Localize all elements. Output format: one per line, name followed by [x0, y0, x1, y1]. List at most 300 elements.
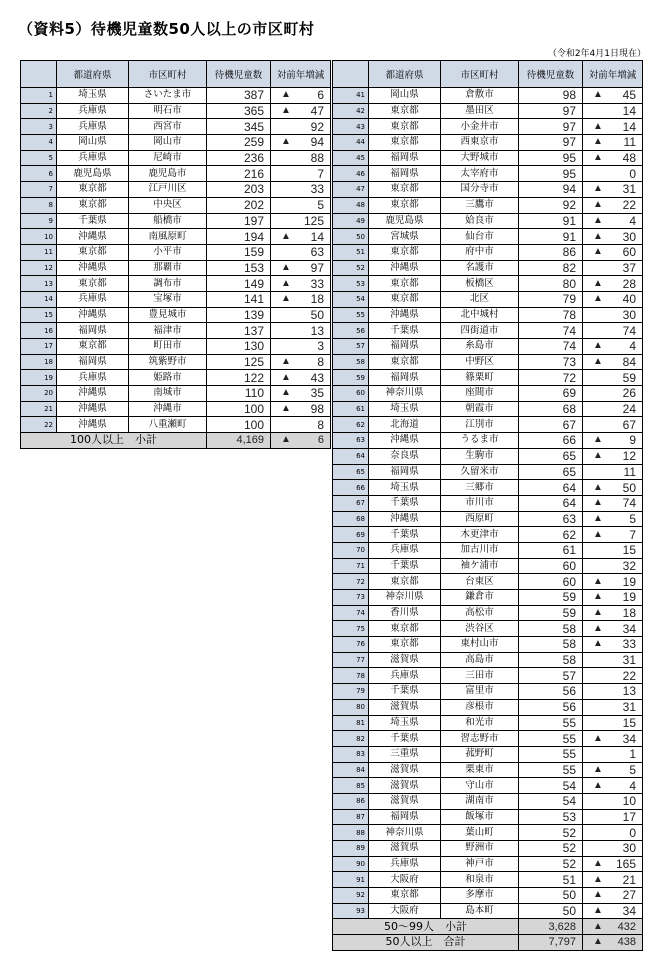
yoy-change-cell	[583, 778, 643, 794]
yoy-change-cell	[583, 746, 643, 762]
decrease-triangle-icon	[583, 826, 593, 840]
change-value: 3	[317, 339, 324, 354]
row-index: 69	[333, 527, 369, 543]
row-index: 62	[333, 417, 369, 433]
row-index: 50	[333, 229, 369, 245]
table-row	[333, 511, 643, 527]
change-value: 84	[622, 355, 636, 370]
waiting-count-cell: 91	[519, 229, 583, 245]
decrease-triangle-icon: ▲	[593, 356, 603, 368]
change-value: 13	[622, 684, 636, 699]
municipality-cell: 宝塚市	[129, 291, 207, 307]
change-value: 43	[310, 370, 324, 385]
change-value: 14	[310, 229, 324, 244]
change-value: 7	[317, 166, 324, 181]
change-value: 12	[622, 449, 636, 464]
prefecture-cell: 埼玉県	[57, 88, 129, 104]
decrease-triangle-icon: ▲	[281, 403, 291, 415]
change-value: 8	[317, 417, 324, 432]
change-value: 6	[317, 434, 324, 447]
row-index: 2	[21, 103, 57, 119]
decrease-triangle-icon: ▲	[593, 905, 603, 917]
decrease-triangle-icon: ▲	[593, 277, 603, 289]
subtotal-label: 50人以上 合計	[333, 935, 519, 951]
yoy-change-cell	[583, 495, 643, 511]
table-row	[333, 370, 643, 386]
change-value: 5	[629, 511, 636, 526]
change-value: 31	[622, 182, 636, 197]
waiting-count-cell: 67	[519, 417, 583, 433]
change-value: 6	[317, 88, 324, 103]
decrease-triangle-icon	[583, 386, 593, 400]
subtotal-change	[583, 935, 643, 951]
row-index: 61	[333, 401, 369, 417]
row-index: 6	[21, 166, 57, 182]
yoy-change-cell	[271, 370, 331, 386]
waiting-children-table-left	[20, 60, 331, 449]
municipality-cell: 名護市	[441, 260, 519, 276]
municipality-cell: 野洲市	[441, 841, 519, 857]
municipality-cell: 東村山市	[441, 637, 519, 653]
change-value: 19	[622, 574, 636, 589]
row-index: 83	[333, 746, 369, 762]
municipality-cell: 中野区	[441, 354, 519, 370]
header-yoy-change: 対前年増減	[583, 61, 643, 88]
waiting-count-cell: 55	[519, 762, 583, 778]
decrease-triangle-icon	[583, 167, 593, 181]
decrease-triangle-icon: ▲	[593, 199, 603, 211]
row-index: 55	[333, 307, 369, 323]
yoy-change-cell	[583, 166, 643, 182]
municipality-cell: 那覇市	[129, 260, 207, 276]
yoy-change-cell	[271, 276, 331, 292]
municipality-cell: 筑紫野市	[129, 354, 207, 370]
table-row	[333, 637, 643, 653]
decrease-triangle-icon	[583, 104, 593, 118]
decrease-triangle-icon: ▲	[593, 779, 603, 791]
table-row	[333, 244, 643, 260]
municipality-cell: 三田市	[441, 668, 519, 684]
table-row	[333, 558, 643, 574]
decrease-triangle-icon: ▲	[593, 214, 603, 226]
waiting-count-cell: 82	[519, 260, 583, 276]
prefecture-cell: 東京都	[369, 119, 441, 135]
row-index: 87	[333, 809, 369, 825]
row-index: 43	[333, 119, 369, 135]
prefecture-cell: 東京都	[57, 182, 129, 198]
table-row	[333, 135, 643, 151]
municipality-cell: 尼崎市	[129, 150, 207, 166]
row-index: 60	[333, 386, 369, 402]
yoy-change-cell	[583, 323, 643, 339]
row-index: 13	[21, 276, 57, 292]
prefecture-cell: 東京都	[369, 888, 441, 904]
row-index: 22	[21, 417, 57, 433]
waiting-count-cell: 236	[207, 150, 271, 166]
row-index: 75	[333, 621, 369, 637]
row-index: 48	[333, 197, 369, 213]
decrease-triangle-icon	[583, 418, 593, 432]
municipality-cell: 江別市	[441, 417, 519, 433]
subtotal-row	[21, 433, 331, 449]
yoy-change-cell	[583, 433, 643, 449]
waiting-count-cell: 97	[519, 103, 583, 119]
prefecture-cell: 千葉県	[369, 527, 441, 543]
change-value: 14	[622, 119, 636, 134]
table-row	[333, 652, 643, 668]
yoy-change-cell	[583, 872, 643, 888]
municipality-cell: 篠栗町	[441, 370, 519, 386]
change-value: 31	[622, 653, 636, 668]
decrease-triangle-icon: ▲	[593, 512, 603, 524]
yoy-change-cell	[271, 307, 331, 323]
table-row	[333, 182, 643, 198]
table-row	[21, 386, 331, 402]
subtotal-count: 4,169	[207, 433, 271, 449]
yoy-change-cell	[271, 197, 331, 213]
waiting-count-cell: 73	[519, 354, 583, 370]
decrease-triangle-icon	[583, 308, 593, 322]
prefecture-cell: 兵庫県	[369, 668, 441, 684]
table-row	[21, 229, 331, 245]
decrease-triangle-icon: ▲	[593, 638, 603, 650]
municipality-cell: 国分寺市	[441, 182, 519, 198]
row-index: 8	[21, 197, 57, 213]
municipality-cell: 守山市	[441, 778, 519, 794]
yoy-change-cell	[583, 291, 643, 307]
prefecture-cell: 東京都	[369, 197, 441, 213]
decrease-triangle-icon: ▲	[593, 497, 603, 509]
yoy-change-cell	[583, 386, 643, 402]
yoy-change-cell	[583, 762, 643, 778]
waiting-count-cell: 97	[519, 135, 583, 151]
change-value: 21	[622, 872, 636, 887]
decrease-triangle-icon: ▲	[593, 873, 603, 885]
waiting-count-cell: 122	[207, 370, 271, 386]
change-value: 0	[629, 166, 636, 181]
municipality-cell: 三鷹市	[441, 197, 519, 213]
row-index: 44	[333, 135, 369, 151]
row-index: 79	[333, 684, 369, 700]
municipality-cell: 姶良市	[441, 213, 519, 229]
yoy-change-cell	[583, 119, 643, 135]
subtotal-label: 100人以上 小計	[21, 433, 207, 449]
yoy-change-cell	[583, 590, 643, 606]
yoy-change-cell	[271, 135, 331, 151]
prefecture-cell: 福岡県	[369, 464, 441, 480]
change-value: 165	[615, 857, 636, 872]
yoy-change-cell	[271, 103, 331, 119]
row-index: 57	[333, 339, 369, 355]
prefecture-cell: 大阪府	[369, 903, 441, 919]
yoy-change-cell	[583, 715, 643, 731]
waiting-count-cell: 137	[207, 323, 271, 339]
yoy-change-cell	[271, 260, 331, 276]
waiting-count-cell: 79	[519, 291, 583, 307]
change-value: 15	[622, 543, 636, 558]
yoy-change-cell	[583, 888, 643, 904]
waiting-count-cell: 54	[519, 793, 583, 809]
waiting-count-cell: 95	[519, 166, 583, 182]
header-municipality: 市区町村	[441, 61, 519, 88]
table-row	[333, 825, 643, 841]
prefecture-cell: 兵庫県	[369, 542, 441, 558]
decrease-triangle-icon: ▲	[593, 889, 603, 901]
decrease-triangle-icon: ▲	[281, 136, 291, 148]
decrease-triangle-icon: ▲	[593, 450, 603, 462]
row-index: 7	[21, 182, 57, 198]
row-index: 15	[21, 307, 57, 323]
prefecture-cell: 兵庫県	[369, 856, 441, 872]
decrease-triangle-icon	[271, 324, 281, 338]
municipality-cell: 葉山町	[441, 825, 519, 841]
yoy-change-cell	[271, 339, 331, 355]
prefecture-cell: 兵庫県	[57, 103, 129, 119]
decrease-triangle-icon: ▲	[593, 528, 603, 540]
header-prefecture: 都道府県	[369, 61, 441, 88]
yoy-change-cell	[271, 182, 331, 198]
yoy-change-cell	[583, 652, 643, 668]
waiting-count-cell: 60	[519, 558, 583, 574]
municipality-cell: 朝霞市	[441, 401, 519, 417]
yoy-change-cell	[583, 511, 643, 527]
table-row	[21, 291, 331, 307]
row-index: 42	[333, 103, 369, 119]
prefecture-cell: 北海道	[369, 417, 441, 433]
prefecture-cell: 千葉県	[369, 323, 441, 339]
waiting-count-cell: 110	[207, 386, 271, 402]
change-value: 26	[622, 386, 636, 401]
municipality-cell: 明石市	[129, 103, 207, 119]
yoy-change-cell	[583, 307, 643, 323]
table-row	[333, 166, 643, 182]
change-value: 15	[622, 715, 636, 730]
header-yoy-change: 対前年増減	[271, 61, 331, 88]
table-row	[333, 527, 643, 543]
waiting-count-cell: 74	[519, 339, 583, 355]
change-value: 34	[622, 904, 636, 919]
prefecture-cell: 福岡県	[369, 150, 441, 166]
municipality-cell: 神戸市	[441, 856, 519, 872]
change-value: 33	[310, 276, 324, 291]
row-index: 81	[333, 715, 369, 731]
change-value: 92	[310, 119, 324, 134]
prefecture-cell: 滋賀県	[369, 762, 441, 778]
yoy-change-cell	[583, 370, 643, 386]
change-value: 17	[622, 809, 636, 824]
change-value: 59	[622, 370, 636, 385]
decrease-triangle-icon	[583, 543, 593, 557]
waiting-count-cell: 95	[519, 150, 583, 166]
decrease-triangle-icon	[583, 669, 593, 683]
table-row	[21, 166, 331, 182]
decrease-triangle-icon: ▲	[593, 763, 603, 775]
decrease-triangle-icon	[271, 214, 281, 228]
table-row	[21, 370, 331, 386]
change-value: 34	[622, 731, 636, 746]
table-row	[333, 699, 643, 715]
municipality-cell: 高島市	[441, 652, 519, 668]
prefecture-cell: 滋賀県	[369, 793, 441, 809]
waiting-count-cell: 130	[207, 339, 271, 355]
yoy-change-cell	[271, 417, 331, 433]
header-municipality: 市区町村	[129, 61, 207, 88]
waiting-count-cell: 194	[207, 229, 271, 245]
yoy-change-cell	[583, 88, 643, 104]
waiting-count-cell: 86	[519, 244, 583, 260]
prefecture-cell: 東京都	[369, 637, 441, 653]
decrease-triangle-icon: ▲	[281, 387, 291, 399]
prefecture-cell: 滋賀県	[369, 841, 441, 857]
municipality-cell: 江戸川区	[129, 182, 207, 198]
decrease-triangle-icon: ▲	[593, 183, 603, 195]
table-row	[333, 793, 643, 809]
table-row	[333, 746, 643, 762]
municipality-cell: 台東区	[441, 574, 519, 590]
waiting-count-cell: 125	[207, 354, 271, 370]
prefecture-cell: 沖縄県	[369, 260, 441, 276]
prefecture-cell: 岡山県	[57, 135, 129, 151]
row-index: 9	[21, 213, 57, 229]
waiting-count-cell: 62	[519, 527, 583, 543]
decrease-triangle-icon: ▲	[593, 591, 603, 603]
prefecture-cell: 千葉県	[369, 495, 441, 511]
row-index: 80	[333, 699, 369, 715]
decrease-triangle-icon	[583, 559, 593, 573]
table-row	[333, 480, 643, 496]
row-index: 82	[333, 731, 369, 747]
decrease-triangle-icon: ▲	[593, 434, 603, 446]
prefecture-cell: 沖縄県	[57, 307, 129, 323]
table-row	[21, 417, 331, 433]
municipality-cell: 島本町	[441, 903, 519, 919]
row-index: 90	[333, 856, 369, 872]
prefecture-cell: 東京都	[369, 182, 441, 198]
decrease-triangle-icon	[583, 371, 593, 385]
row-index: 54	[333, 291, 369, 307]
yoy-change-cell	[583, 229, 643, 245]
header-index	[21, 61, 57, 88]
table-row	[333, 119, 643, 135]
change-value: 432	[617, 920, 636, 933]
table-row	[333, 590, 643, 606]
decrease-triangle-icon: ▲	[593, 152, 603, 164]
row-index: 4	[21, 135, 57, 151]
row-index: 71	[333, 558, 369, 574]
municipality-cell: 菰野町	[441, 746, 519, 762]
waiting-count-cell: 58	[519, 637, 583, 653]
municipality-cell: 鹿児島市	[129, 166, 207, 182]
waiting-count-cell: 52	[519, 856, 583, 872]
municipality-cell: 和泉市	[441, 872, 519, 888]
row-index: 1	[21, 88, 57, 104]
decrease-triangle-icon: ▲	[593, 575, 603, 587]
table-row	[333, 856, 643, 872]
prefecture-cell: 千葉県	[369, 684, 441, 700]
yoy-change-cell	[583, 668, 643, 684]
waiting-count-cell: 259	[207, 135, 271, 151]
change-value: 28	[622, 276, 636, 291]
decrease-triangle-icon: ▲	[593, 936, 603, 948]
decrease-triangle-icon: ▲	[281, 434, 291, 446]
prefecture-cell: 福岡県	[369, 370, 441, 386]
change-value: 13	[310, 323, 324, 338]
row-index: 73	[333, 590, 369, 606]
yoy-change-cell	[583, 448, 643, 464]
change-value: 5	[629, 762, 636, 777]
change-value: 9	[629, 433, 636, 448]
table-row	[333, 88, 643, 104]
municipality-cell: 府中市	[441, 244, 519, 260]
municipality-cell: 小平市	[129, 244, 207, 260]
municipality-cell: 湖南市	[441, 793, 519, 809]
waiting-count-cell: 91	[519, 213, 583, 229]
subtotal-row	[333, 919, 643, 935]
row-index: 76	[333, 637, 369, 653]
municipality-cell: 仙台市	[441, 229, 519, 245]
prefecture-cell: 東京都	[57, 339, 129, 355]
decrease-triangle-icon: ▲	[593, 607, 603, 619]
change-value: 32	[622, 558, 636, 573]
row-index: 64	[333, 448, 369, 464]
table-row	[21, 197, 331, 213]
table-row	[333, 213, 643, 229]
waiting-count-cell: 387	[207, 88, 271, 104]
prefecture-cell: 兵庫県	[57, 150, 129, 166]
waiting-count-cell: 197	[207, 213, 271, 229]
yoy-change-cell	[583, 401, 643, 417]
municipality-cell: 西原町	[441, 511, 519, 527]
row-index: 5	[21, 150, 57, 166]
waiting-children-table-right	[332, 60, 643, 951]
prefecture-cell: 沖縄県	[57, 417, 129, 433]
waiting-count-cell: 65	[519, 448, 583, 464]
row-index: 53	[333, 276, 369, 292]
yoy-change-cell	[271, 88, 331, 104]
row-index: 59	[333, 370, 369, 386]
change-value: 45	[622, 88, 636, 103]
table-row	[21, 150, 331, 166]
municipality-cell: 北区	[441, 291, 519, 307]
table-row	[21, 276, 331, 292]
municipality-cell: 姫路市	[129, 370, 207, 386]
row-index: 17	[21, 339, 57, 355]
change-value: 33	[310, 182, 324, 197]
yoy-change-cell	[583, 464, 643, 480]
waiting-count-cell: 58	[519, 621, 583, 637]
row-index: 12	[21, 260, 57, 276]
change-value: 22	[622, 198, 636, 213]
municipality-cell: 船橋市	[129, 213, 207, 229]
table-row	[333, 668, 643, 684]
municipality-cell: さいたま市	[129, 88, 207, 104]
change-value: 50	[622, 480, 636, 495]
row-index: 14	[21, 291, 57, 307]
yoy-change-cell	[583, 825, 643, 841]
table-row	[21, 119, 331, 135]
table-row	[21, 339, 331, 355]
change-value: 0	[629, 825, 636, 840]
change-value: 10	[622, 794, 636, 809]
row-index: 41	[333, 88, 369, 104]
waiting-count-cell: 64	[519, 480, 583, 496]
change-value: 22	[622, 668, 636, 683]
table-header-row	[21, 61, 331, 88]
waiting-count-cell: 74	[519, 323, 583, 339]
municipality-cell: 三郷市	[441, 480, 519, 496]
yoy-change-cell	[583, 574, 643, 590]
prefecture-cell: 沖縄県	[57, 260, 129, 276]
